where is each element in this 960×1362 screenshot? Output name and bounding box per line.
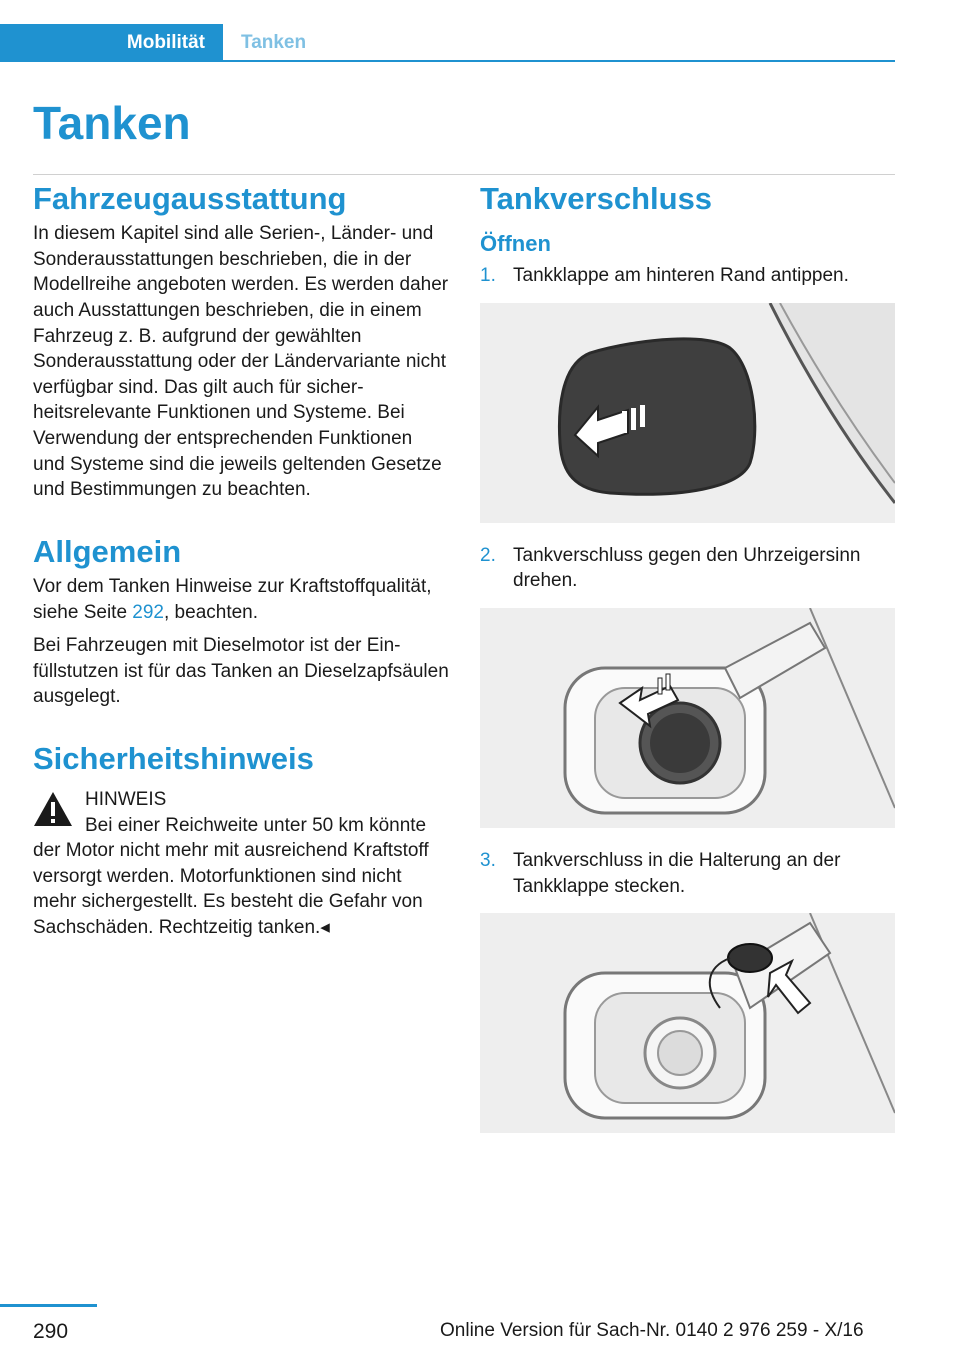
step-number: 2. (480, 544, 496, 566)
figure-tankverschluss-drehen (480, 608, 895, 828)
step-text: Tankverschluss gegen den Uhrzeigersinn drehen. (513, 544, 861, 592)
page-title: Tanken (33, 97, 191, 149)
warning-label: HINWEIS (85, 789, 167, 811)
heading-tankverschluss: Tankverschluss (480, 181, 713, 216)
tab-tanken[interactable]: Tanken (241, 32, 307, 53)
allgemein-paragraph-2: Bei Fahrzeugen mit Dieselmotor ist der Einfüllstutzen ist für das Tanken an Dieselzapfsäulen ausgelegt. (33, 635, 449, 708)
heading-allgemein: Allgemein (33, 533, 182, 569)
heading-sicherheitshinweis: Sicherheitshinweis (33, 740, 314, 776)
page-link-292[interactable]: 292 (132, 601, 164, 623)
section-sicherheitshinweis (33, 740, 449, 941)
tankverschluss-stecken-illustration (480, 913, 895, 1133)
step-2 (480, 543, 895, 594)
warning-box (33, 787, 449, 941)
heading-fahrzeugausstattung: Fahrzeugausstattung (33, 181, 347, 216)
tankklappe-illustration (480, 303, 895, 523)
step-number: 3. (480, 849, 496, 871)
allgemein-paragraph-1 (33, 574, 449, 625)
step-text: Tankklappe am hinteren Rand antippen. (513, 265, 849, 287)
left-column (33, 180, 449, 941)
warning-text: Bei einer Reichweite unter 50 km könnte der Motor nicht mehr mit ausreichend Kraftstoff versorgt werden. Motorfunktionen sind nicht mehr sichergestellt. Es besteht die Gefahr von Sachschäden. Rechtzeitig tanken.◂ (33, 814, 429, 939)
header-tabbar (0, 24, 895, 62)
footer-accent-line (0, 1304, 97, 1307)
tab-mobilitaet[interactable]: Mobilität (0, 24, 223, 62)
online-version-text: Online Version für Sach-Nr. 0140 2 976 259 - X/16 (440, 1320, 864, 1341)
step-number: 1. (480, 265, 496, 287)
warning-triangle-icon (33, 791, 73, 827)
steps-list (480, 263, 895, 289)
step-3 (480, 848, 895, 899)
step-text: Tankverschluss in die Halterung an der Tankklappe stecken. (513, 849, 841, 897)
tab-underline (223, 60, 895, 62)
right-column (480, 180, 895, 1153)
allgemein-p1-end: , beachten. (164, 601, 259, 623)
fahrzeugausstattung-text: In diesem Kapitel sind alle Serien-, Länder- und Sonderausstattungen beschrieben, die in der Modellreihe angeboten werden. Es werden daher auch Ausstattungen beschrieben, die in einem Fahrzeug z. B. aufgrund der gewählten Sonderausstattung oder der Ländervariante nicht verfügbar sind. Das gilt auch für sicherheitsrelevante Funktionen und Systeme. Bei Verwendung der entsprechenden Funktionen und Systeme sind die jeweils geltenden Gesetze und Bestimmungen zu beachten. (33, 223, 449, 501)
title-divider (33, 174, 895, 175)
figure-tankverschluss-stecken (480, 913, 895, 1133)
page-number: 290 (33, 1320, 69, 1343)
steps-list-3 (480, 848, 895, 899)
section-allgemein (33, 533, 449, 710)
step-1 (480, 263, 895, 289)
subheading-oeffnen: Öffnen (480, 231, 551, 257)
figure-tankklappe (480, 303, 895, 523)
allgemein-p1-text: Vor dem Tanken Hinweise zur Kraftstoffqualität, siehe Seite (33, 575, 432, 623)
tankverschluss-drehen-illustration (480, 608, 895, 828)
steps-list-2 (480, 543, 895, 594)
